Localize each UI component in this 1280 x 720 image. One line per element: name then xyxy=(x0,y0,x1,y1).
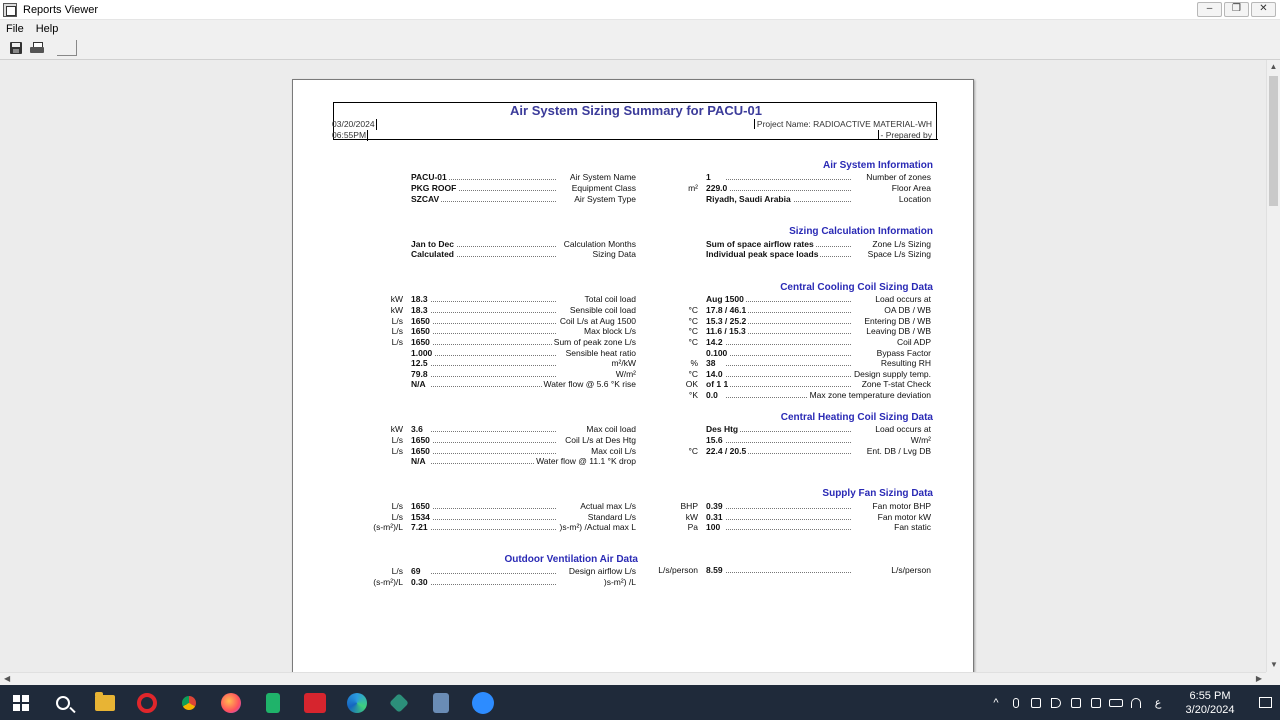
scroll-thumb[interactable] xyxy=(1269,76,1278,206)
report-row xyxy=(648,390,931,401)
autocad-icon xyxy=(304,693,326,713)
row-leader xyxy=(431,379,556,387)
row-value: 229.0 xyxy=(706,183,728,193)
row-label: W/m² xyxy=(910,435,931,445)
zoom-icon xyxy=(472,692,494,714)
row-unit: % xyxy=(690,358,698,368)
row-unit: L/s/person xyxy=(658,565,698,575)
row-label: Location xyxy=(898,194,931,204)
row-label: Fan motor kW xyxy=(877,512,931,522)
report-row xyxy=(648,194,931,205)
opera-icon xyxy=(137,693,157,713)
toolbar xyxy=(0,37,1280,60)
row-label: OA DB / WB xyxy=(884,305,931,315)
row-label: Coil L/s at Des Htg xyxy=(565,435,636,445)
report-row xyxy=(363,249,636,260)
row-leader xyxy=(726,522,851,530)
row-label: Coil ADP xyxy=(896,337,931,347)
menu-help[interactable]: Help xyxy=(35,22,59,35)
app-icon xyxy=(3,3,17,17)
row-unit: °C xyxy=(688,369,698,379)
row-unit: BHP xyxy=(680,501,698,511)
row-value: 18.3 xyxy=(411,305,428,315)
report-row xyxy=(363,424,636,435)
prepared-by: - Prepared by xyxy=(878,130,933,140)
report-row xyxy=(648,379,931,390)
row-label: Space L/s Sizing xyxy=(867,249,931,259)
row-leader xyxy=(726,358,851,366)
notification-icon xyxy=(1259,697,1272,708)
report-row xyxy=(363,305,636,316)
section-air-system-info: Air System Information xyxy=(822,160,933,171)
row-value: 1650 xyxy=(411,435,430,445)
section-heating-coil: Central Heating Coil Sizing Data xyxy=(780,412,933,423)
row-leader xyxy=(431,194,556,202)
row-leader xyxy=(431,337,556,345)
row-label: Sensible coil load xyxy=(569,305,636,315)
row-unit: L/s xyxy=(391,501,403,511)
row-label: Water flow @ 5.6 °K rise xyxy=(543,379,636,389)
row-leader xyxy=(431,348,556,356)
start-button[interactable] xyxy=(0,685,42,720)
network-icon[interactable] xyxy=(1066,697,1086,709)
report-row xyxy=(648,565,931,576)
report-row xyxy=(363,435,636,446)
volume-icon[interactable] xyxy=(1046,697,1066,709)
row-value: 1650 xyxy=(411,501,430,511)
row-label: W/m² xyxy=(615,369,636,379)
row-label: Leaving DB / WB xyxy=(866,326,931,336)
taskbar-tool-app[interactable] xyxy=(378,685,420,720)
row-label: Load occurs at xyxy=(875,294,931,304)
row-leader xyxy=(431,369,556,377)
row-unit: °C xyxy=(688,337,698,347)
row-unit: kW xyxy=(390,294,403,304)
row-label: Water flow @ 11.1 °K drop xyxy=(536,456,636,466)
report-row xyxy=(363,358,636,369)
report-row xyxy=(648,337,931,348)
row-value: 1534 xyxy=(411,512,430,522)
report-row xyxy=(648,358,931,369)
taskbar-autocad[interactable] xyxy=(294,685,336,720)
report-row xyxy=(363,294,636,305)
row-leader xyxy=(431,305,556,313)
row-label: Resulting RH xyxy=(880,358,931,368)
windows-icon xyxy=(13,695,29,711)
taskbar-zoom[interactable] xyxy=(462,685,504,720)
report-row xyxy=(363,566,636,577)
report-row xyxy=(648,501,931,512)
row-value: Jan to Dec xyxy=(411,239,454,249)
report-row xyxy=(648,249,931,260)
row-value: 8.59 xyxy=(706,565,723,575)
row-leader xyxy=(726,369,851,377)
report-row xyxy=(363,501,636,512)
row-unit: °K xyxy=(688,390,698,400)
row-value: 1650 xyxy=(411,446,430,456)
system-tray xyxy=(986,685,1280,720)
row-value: 22.4 / 20.5 xyxy=(706,446,747,456)
row-unit: L/s xyxy=(391,435,403,445)
row-label: Fan static xyxy=(894,522,931,532)
row-label: Air System Type xyxy=(574,194,636,204)
row-leader xyxy=(726,337,851,345)
row-unit: kW xyxy=(390,305,403,315)
row-value: 1 xyxy=(706,172,711,182)
row-label: Ent. DB / Lvg DB xyxy=(866,446,931,456)
taskbar-opera[interactable] xyxy=(126,685,168,720)
battery-icon[interactable] xyxy=(1106,697,1126,709)
row-value: Aug 1500 xyxy=(706,294,744,304)
row-label: Max coil L/s xyxy=(591,446,636,456)
report-page xyxy=(292,79,974,672)
report-row xyxy=(648,172,931,183)
save-icon xyxy=(10,42,22,54)
row-label: Zone L/s Sizing xyxy=(872,239,931,249)
row-value: 7.21 xyxy=(411,522,428,532)
row-value: 0.39 xyxy=(706,501,723,511)
print-button[interactable] xyxy=(28,40,46,57)
tray-expand-icon[interactable]: ^ xyxy=(993,696,999,709)
row-unit: Pa xyxy=(687,522,698,532)
row-leader xyxy=(431,316,556,324)
row-leader xyxy=(431,566,556,574)
row-value: 18.3 xyxy=(411,294,428,304)
report-row xyxy=(363,456,636,467)
menu-file[interactable]: File xyxy=(6,22,24,35)
row-leader xyxy=(726,379,851,387)
row-leader xyxy=(726,424,851,432)
row-label: Air System Name xyxy=(569,172,636,182)
tool-app-icon xyxy=(389,693,409,713)
report-row xyxy=(648,326,931,337)
calculator-icon xyxy=(266,693,280,713)
row-value: Des Htg xyxy=(706,424,739,434)
section-sizing-calc-info: Sizing Calculation Information xyxy=(789,226,933,237)
row-value: PACU-01 xyxy=(411,172,447,182)
report-row xyxy=(648,183,931,194)
scroll-left-icon[interactable]: ◀ xyxy=(4,674,11,683)
horizontal-scrollbar[interactable] xyxy=(0,672,1266,685)
row-unit: kW xyxy=(390,424,403,434)
row-label: Design airflow L/s xyxy=(568,566,636,576)
project-name: Project Name: RADIOACTIVE MATERIAL-WH xyxy=(754,119,932,129)
row-label: Number of zones xyxy=(866,172,931,182)
hap-app-icon xyxy=(433,693,449,713)
report-row xyxy=(363,379,636,390)
taskbar-hap-app[interactable] xyxy=(420,685,462,720)
row-label: Fan motor BHP xyxy=(872,501,931,511)
row-unit: °C xyxy=(688,446,698,456)
row-unit: L/s xyxy=(391,512,403,522)
row-label: Sum of peak zone L/s xyxy=(553,337,636,347)
row-value: PKG ROOF xyxy=(411,183,457,193)
taskbar-chrome[interactable] xyxy=(168,685,210,720)
row-value: 0.31 xyxy=(706,512,723,522)
row-value: SZCAV xyxy=(411,194,440,204)
row-value: 1.000 xyxy=(411,348,433,358)
chrome-icon xyxy=(179,693,199,713)
row-label: Bypass Factor xyxy=(876,348,931,358)
row-unit: (s-m²)/L xyxy=(373,577,403,587)
report-row xyxy=(363,326,636,337)
row-value: 0.0 xyxy=(706,390,718,400)
display-icon[interactable] xyxy=(1086,697,1106,709)
row-label: Max coil load xyxy=(586,424,636,434)
row-value: N/A xyxy=(411,379,426,389)
report-time: 06:55PM xyxy=(332,130,367,140)
row-leader xyxy=(726,172,851,180)
row-unit: L/s xyxy=(391,316,403,326)
row-leader xyxy=(726,435,851,443)
row-label: Design supply temp. xyxy=(853,369,931,379)
report-row xyxy=(363,577,636,588)
row-label: Max zone temperature deviation xyxy=(809,390,931,400)
taskbar-clock[interactable] xyxy=(1170,689,1250,717)
section-cooling-coil: Central Cooling Coil Sizing Data xyxy=(780,282,933,293)
row-leader xyxy=(431,577,556,585)
scroll-up-icon[interactable]: ▲ xyxy=(1269,62,1278,71)
report-row xyxy=(648,305,931,316)
edge-icon xyxy=(347,693,367,713)
row-value: 15.6 xyxy=(706,435,723,445)
tray-app-icon[interactable] xyxy=(1026,697,1046,709)
row-label: Load occurs at xyxy=(875,424,931,434)
report-date: 03/20/2024 xyxy=(332,119,375,129)
row-label: Sensible heat ratio xyxy=(565,348,636,358)
taskbar xyxy=(0,685,1280,720)
title-bar xyxy=(0,0,1280,20)
row-value: 0.30 xyxy=(411,577,428,587)
report-row xyxy=(363,522,636,533)
row-label: Actual max L/s xyxy=(580,501,636,511)
taskbar-calculator[interactable] xyxy=(252,685,294,720)
row-label: Coil L/s at Aug 1500 xyxy=(559,316,636,326)
row-value: 1650 xyxy=(411,337,430,347)
taskbar-edge[interactable] xyxy=(336,685,378,720)
row-leader xyxy=(726,512,851,520)
row-unit: L/s xyxy=(391,326,403,336)
row-value: N/A xyxy=(411,456,426,466)
row-value: 15.3 / 25.2 xyxy=(706,316,747,326)
row-leader xyxy=(726,565,851,573)
row-label: Calculation Months xyxy=(563,239,636,249)
row-label: m²/kW xyxy=(611,358,636,368)
row-leader xyxy=(431,294,556,302)
row-label: )s-m²) /L xyxy=(603,577,636,587)
row-label: Max block L/s xyxy=(584,326,636,336)
row-label: Entering DB / WB xyxy=(864,316,931,326)
row-label: Standard L/s xyxy=(587,512,636,522)
save-button[interactable] xyxy=(7,40,25,57)
menu-bar xyxy=(0,20,1280,37)
report-row xyxy=(363,194,636,205)
window-controls xyxy=(1197,2,1276,17)
row-value: Calculated xyxy=(411,249,454,259)
row-leader xyxy=(431,446,556,454)
row-value: 3.6 xyxy=(411,424,423,434)
wifi-icon[interactable] xyxy=(1126,697,1146,709)
row-label: Total coil load xyxy=(584,294,636,304)
row-label: L/s/person xyxy=(891,565,931,575)
search-icon xyxy=(56,696,70,710)
report-row xyxy=(648,435,931,446)
print-icon xyxy=(30,42,44,54)
report-row xyxy=(648,424,931,435)
section-supply-fan: Supply Fan Sizing Data xyxy=(822,488,933,499)
row-value: 14.0 xyxy=(706,369,723,379)
clock-date: 3/20/2024 xyxy=(1185,703,1235,716)
row-leader xyxy=(726,501,851,509)
input-language[interactable]: ع xyxy=(1154,697,1162,709)
clock-time: 6:55 PM xyxy=(1189,689,1231,702)
row-unit: L/s xyxy=(391,337,403,347)
blank-toolbar-button[interactable] xyxy=(57,40,77,56)
row-value: Sum of space airflow rates xyxy=(706,239,814,249)
row-value: 17.8 / 46.1 xyxy=(706,305,747,315)
vertical-scrollbar[interactable] xyxy=(1266,60,1280,672)
row-leader xyxy=(431,358,556,366)
row-leader xyxy=(726,183,851,191)
report-row xyxy=(363,183,636,194)
report-viewport xyxy=(0,60,1266,672)
row-value: 1650 xyxy=(411,316,430,326)
row-value: 69 xyxy=(411,566,421,576)
row-label: Floor Area xyxy=(891,183,931,193)
row-label: Zone T-stat Check xyxy=(861,379,931,389)
row-label: Equipment Class xyxy=(571,183,636,193)
header-rule xyxy=(334,139,938,140)
row-value: 38 xyxy=(706,358,716,368)
row-unit: m² xyxy=(688,183,698,193)
row-unit: OK xyxy=(685,379,698,389)
row-label: Sizing Data xyxy=(592,249,636,259)
row-unit: kW xyxy=(685,512,698,522)
row-value: 0.100 xyxy=(706,348,728,358)
row-value: 100 xyxy=(706,522,721,532)
window-title: Reports Viewer xyxy=(23,3,98,16)
report-row xyxy=(648,522,931,533)
row-leader xyxy=(431,172,556,180)
section-outdoor-vent: Outdoor Ventilation Air Data xyxy=(504,554,638,565)
report-row xyxy=(363,337,636,348)
row-unit: (s-m²)/L xyxy=(373,522,403,532)
report-title: Air System Sizing Summary for PACU-01 xyxy=(510,103,762,118)
row-value: of 1 1 xyxy=(706,379,729,389)
row-leader xyxy=(431,424,556,432)
scroll-down-icon[interactable]: ▼ xyxy=(1270,660,1278,669)
row-unit: °C xyxy=(688,326,698,336)
notification-button[interactable] xyxy=(1250,697,1280,708)
maximize-button[interactable]: ❐ xyxy=(1224,2,1249,17)
report-header xyxy=(333,102,937,140)
close-button[interactable]: ✕ xyxy=(1251,2,1276,17)
row-leader xyxy=(431,522,556,530)
row-leader xyxy=(726,348,851,356)
scroll-corner xyxy=(1266,672,1280,685)
taskbar-file-explorer[interactable] xyxy=(84,685,126,720)
report-row xyxy=(648,294,931,305)
row-label: )s-m²) /Actual max L xyxy=(559,522,636,532)
row-leader xyxy=(431,512,556,520)
row-value: 14.2 xyxy=(706,337,723,347)
row-value: Individual peak space loads xyxy=(706,249,819,259)
row-value: Riyadh, Saudi Arabia xyxy=(706,194,791,204)
report-row xyxy=(363,172,636,183)
report-row xyxy=(648,446,931,457)
row-value: 11.6 / 15.3 xyxy=(706,326,746,336)
row-value: 12.5 xyxy=(411,358,428,368)
row-unit: °C xyxy=(688,305,698,315)
microphone-icon[interactable] xyxy=(1006,697,1026,709)
row-value: 1650 xyxy=(411,326,430,336)
row-value: 79.8 xyxy=(411,369,428,379)
row-unit: °C xyxy=(688,316,698,326)
row-leader xyxy=(431,501,556,509)
row-unit: L/s xyxy=(391,566,403,576)
row-unit: L/s xyxy=(391,446,403,456)
scroll-right-icon[interactable]: ▶ xyxy=(1255,674,1262,683)
folder-icon xyxy=(95,695,115,711)
taskbar-firefox[interactable] xyxy=(210,685,252,720)
search-button[interactable] xyxy=(42,685,84,720)
row-leader xyxy=(431,326,556,334)
minimize-button[interactable]: – xyxy=(1197,2,1222,17)
row-leader xyxy=(431,435,556,443)
firefox-icon xyxy=(221,693,241,713)
